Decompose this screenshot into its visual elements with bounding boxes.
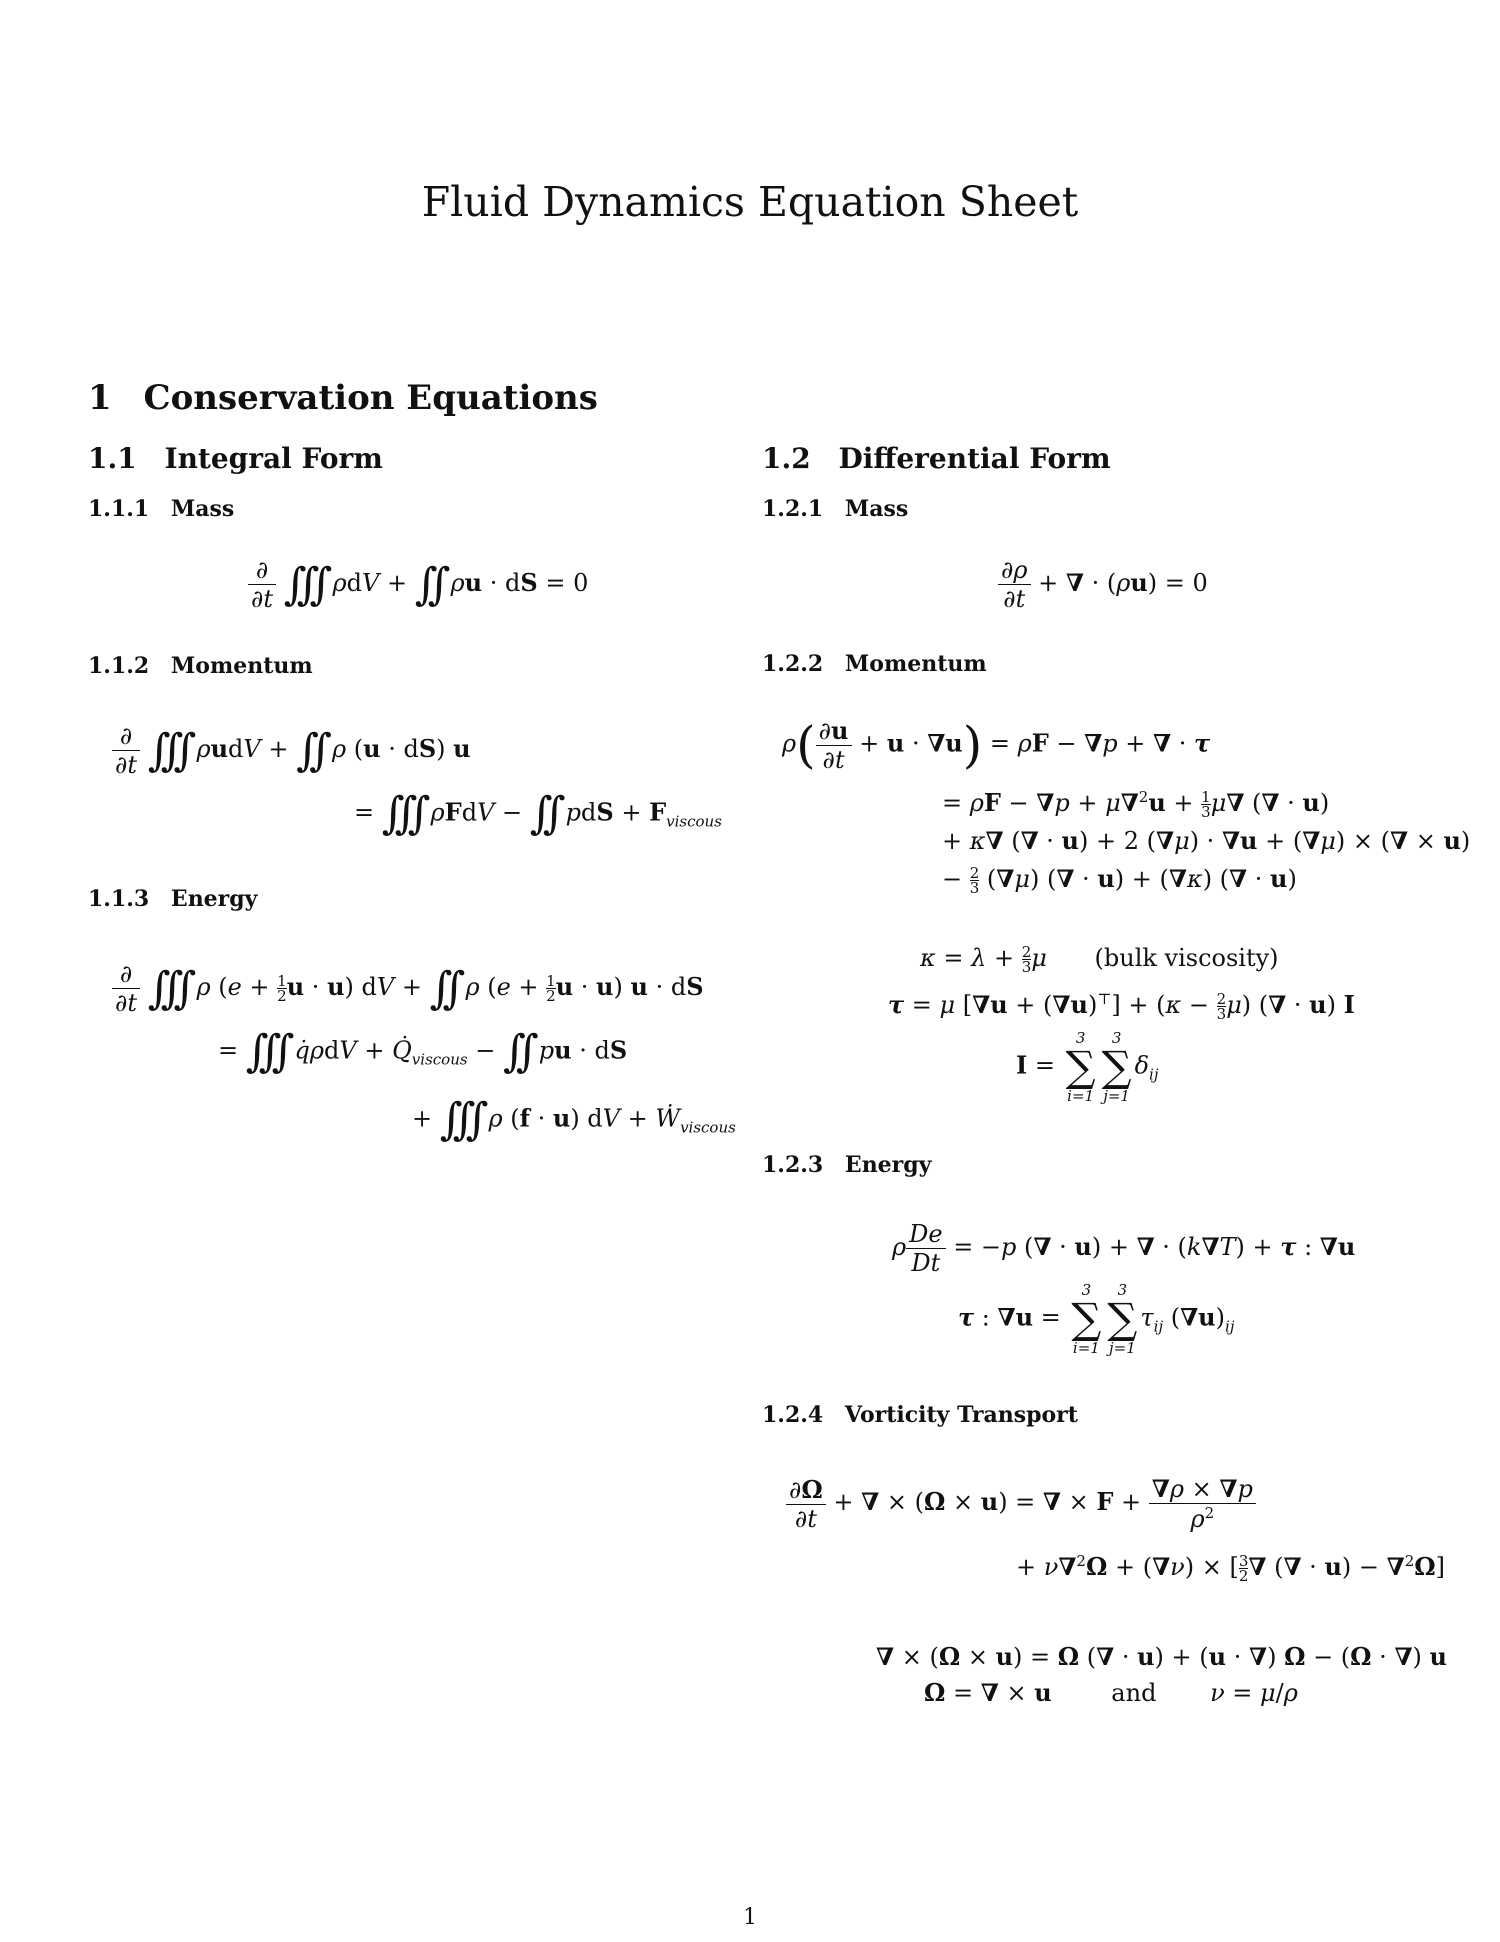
- subsubsection-heading: [88, 886, 257, 912]
- equation-differential-mass: $\frac{\partial\rho}{\partial t}$ + ∇ · (ρu) = 0: [998, 556, 1208, 613]
- subsubsection-title: Energy: [170, 886, 258, 912]
- equation-integral-mass: $\frac{\partial}{\partial t}$ ∫∫∫ ρdV + ∫∫ ρu · dS = 0: [248, 556, 588, 613]
- subsubsection-heading: [762, 496, 908, 522]
- subsubsection-heading: [762, 651, 987, 677]
- equation-vorticity-1: $\frac{\partial\Omega}{\partial t}$ + ∇ × (Ω × u) = ∇ × F + $\frac{\nabla\rho \times \nabla p}{\rho^2}$: [786, 1474, 1256, 1533]
- equation-integral-momentum-2: = ∫∫∫ ρFdV − ∫∫ pdS + $F_{viscous}$: [354, 788, 722, 839]
- subsubsection-title: Mass: [170, 496, 235, 522]
- equation-vorticity-identity: ∇ × (Ω × u) = Ω (∇ · u) + (u · ∇) Ω − (Ω · ∇) u: [876, 1642, 1447, 1671]
- subsubsection-title: Momentum: [844, 651, 987, 677]
- subsubsection-heading: [88, 653, 313, 679]
- subsubsection-title: Energy: [844, 1152, 932, 1178]
- subsection-number: 1.2: [762, 442, 811, 475]
- equation-integral-energy-1: $\frac{\partial}{\partial t}$ ∫∫∫ ρ (e + $\frac{1}{2}$ u · u) dV + ∫∫ ρ (e + $\frac{1}{2}$ u · u) u · dS: [112, 960, 704, 1017]
- equation-integral-momentum-1: $\frac{\partial}{\partial t}$ ∫∫∫ ρudV + ∫∫ ρ (u · dS) u: [112, 722, 471, 779]
- subsubsection-number: 1.1.3: [88, 886, 150, 912]
- section-heading: [88, 378, 598, 418]
- equation-identity-tensor: I = 3 ∑ i=1 3 ∑ j=1 $\delta_{ij}$: [1016, 1029, 1159, 1105]
- subsubsection-title: Vorticity Transport: [844, 1402, 1078, 1428]
- subsubsection-number: 1.2.1: [762, 496, 824, 522]
- and-text: and: [1111, 1679, 1157, 1707]
- equation-vorticity-definitions: Ω = ∇ × u and ν = μ/ρ: [924, 1678, 1298, 1707]
- equation-differential-energy-1: ρ $\frac{De}{Dt}$ = −p (∇ · u) + ∇ · (k∇T) + τ : ∇u: [892, 1220, 1356, 1277]
- subsubsection-number: 1.2.3: [762, 1152, 824, 1178]
- subsection-number: 1.1: [88, 442, 137, 475]
- document-title: Fluid Dynamics Equation Sheet: [421, 178, 1079, 226]
- subsubsection-number: 1.1.2: [88, 653, 150, 679]
- subsubsection-title: Mass: [844, 496, 909, 522]
- equation-differential-momentum-4: − $\frac{2}{3}$ (∇μ) (∇ · u) + (∇κ) (∇ · u): [942, 864, 1297, 897]
- subsection-heading-integral: [88, 442, 383, 475]
- equation-differential-energy-2: τ : ∇u = 3 ∑ i=1 3 ∑ j=1 $\tau_{ij}$ $(\nabla u)_{ij}$: [958, 1281, 1235, 1357]
- page-number: 1: [743, 1905, 757, 1930]
- section-number: 1: [88, 378, 112, 418]
- subsection-title: Differential Form: [838, 442, 1111, 475]
- subsubsection-number: 1.2.2: [762, 651, 824, 677]
- equation-differential-momentum-2: = ρF − ∇p + μ∇$^2$u + $\frac{1}{3}$ μ∇ (∇ · u): [942, 788, 1330, 821]
- equation-differential-momentum-1: ρ( $\frac{\partial u}{\partial t}$ + u · ∇u) = ρF − ∇p + ∇ · τ: [782, 716, 1211, 774]
- subsection-title: Integral Form: [164, 442, 383, 475]
- subsection-heading-differential: [762, 442, 1111, 475]
- equation-integral-energy-2: = ∫∫∫ q̇ρdV + $Q̇_{viscous}$ − ∫∫ pu · dS: [218, 1026, 628, 1077]
- subsubsection-heading: [762, 1152, 931, 1178]
- equation-bulk-viscosity: κ = λ + $\frac{2}{3}$ μ (bulk viscosity): [920, 943, 1279, 976]
- subsubsection-heading: [88, 496, 234, 522]
- section-title: Conservation Equations: [143, 378, 598, 418]
- equation-differential-momentum-3: + κ∇ (∇ · u) + 2 (∇μ) · ∇u + (∇μ) × (∇ × u): [942, 826, 1471, 855]
- subsubsection-heading: [762, 1402, 1078, 1428]
- bulk-viscosity-note: (bulk viscosity): [1094, 944, 1279, 972]
- subsubsection-title: Momentum: [170, 653, 313, 679]
- subsubsection-number: 1.1.1: [88, 496, 150, 522]
- subsubsection-number: 1.2.4: [762, 1402, 824, 1428]
- equation-integral-energy-3: + ∫∫∫ ρ (f · u) dV + Ẇ$_{viscous}$: [412, 1094, 736, 1145]
- equation-stress-tensor: τ = μ [∇u + (∇u)⊤] + (κ − $\frac{2}{3}$ μ) (∇ · u) I: [888, 990, 1355, 1023]
- equation-vorticity-2: + ν∇$^2$Ω + (∇ν) × [ $\frac{3}{2}$ ∇ (∇ · u) − ∇$^2$Ω]: [1016, 1552, 1445, 1585]
